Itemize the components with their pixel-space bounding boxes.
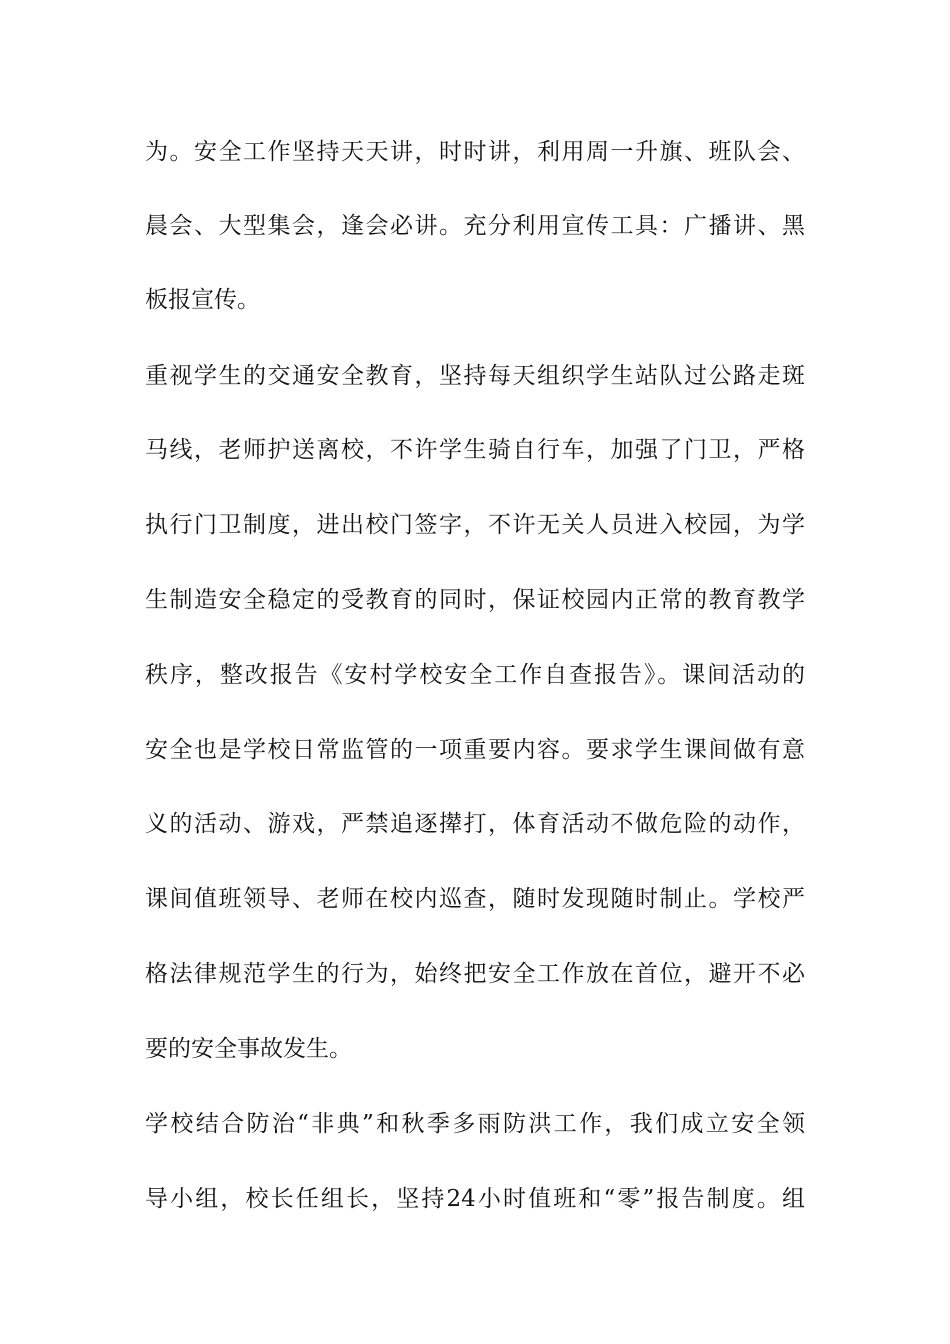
text-line: 要的安全事故发生。 bbox=[145, 1036, 352, 1062]
text-line: 义的活动、游戏，严禁追逐撵打，体育活动不做危险的动作， bbox=[145, 811, 805, 837]
text-line: 为。安全工作坚持天天讲，时时讲，利用周一升旗、班队会、 bbox=[145, 139, 805, 165]
text-line: 生制造安全稳定的受教育的同时，保证校园内正常的教育教学 bbox=[145, 587, 805, 613]
text-line: 重视学生的交通安全教育，坚持每天组织学生站队过公路走斑 bbox=[145, 363, 805, 389]
text-line: 马线，老师护送离校，不许学生骑自行车，加强了门卫，严格 bbox=[145, 437, 805, 463]
text-line: 安全也是学校日常监管的一项重要内容。要求学生课间做有意 bbox=[145, 737, 805, 763]
text-line: 秩序，整改报告《安村学校安全工作自查报告》。课间活动的 bbox=[145, 662, 805, 688]
text-line: 格法律规范学生的行为，始终把安全工作放在首位，避开不必 bbox=[145, 961, 805, 987]
text-line: 学校结合防治“非典”和秋季多雨防洪工作，我们成立安全领 bbox=[145, 1111, 805, 1137]
text-line: 执行门卫制度，进出校门签字，不许无关人员进入校园，为学 bbox=[145, 512, 805, 538]
text-line: 课间值班领导、老师在校内巡查，随时发现随时制止。学校严 bbox=[145, 886, 805, 912]
text-line: 晨会、大型集会，逢会必讲。充分利用宣传工具：广播讲、黑 bbox=[145, 213, 805, 239]
text-line: 板报宣传。 bbox=[145, 287, 260, 313]
text-line: 导小组，校长任组长，坚持24小时值班和“零”报告制度。组 bbox=[145, 1186, 805, 1212]
